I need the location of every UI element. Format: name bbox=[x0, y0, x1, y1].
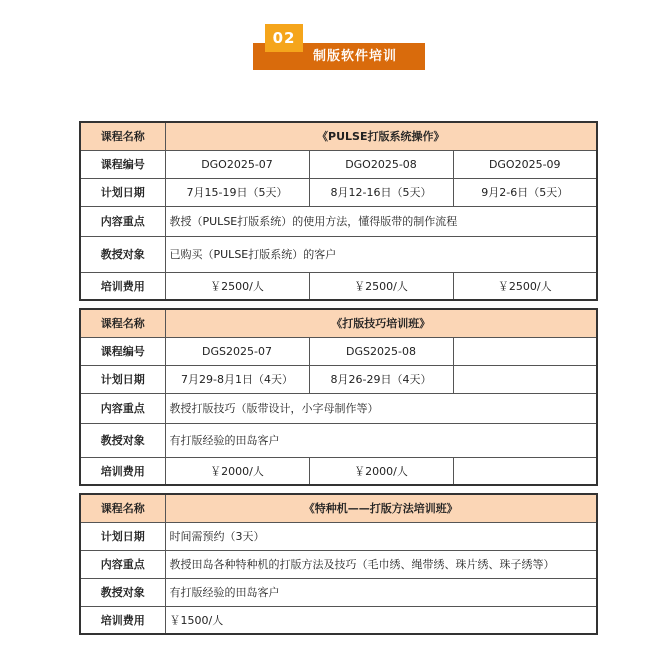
plan-date bbox=[453, 365, 597, 393]
course-code: DGO2025-07 bbox=[165, 150, 309, 178]
course-content: 教授打版技巧（版带设计，小字母制作等） bbox=[165, 393, 597, 423]
label-content: 内容重点 bbox=[80, 550, 165, 578]
course-code-row bbox=[80, 150, 597, 178]
course-code: DGO2025-08 bbox=[309, 150, 453, 178]
label-fee: 培训费用 bbox=[80, 272, 165, 300]
course-fee: ￥2000/人 bbox=[309, 457, 453, 485]
course-content-row bbox=[80, 550, 597, 578]
plan-date: 时间需预约（3天） bbox=[165, 522, 597, 550]
course-content: 教授田岛各种特种机的打版方法及技巧（毛巾绣、绳带绣、珠片绣、珠子绣等） bbox=[165, 550, 597, 578]
plan-date: 9月2-6日（5天） bbox=[453, 178, 597, 206]
course-table-special-machine bbox=[79, 493, 598, 635]
course-table-technique bbox=[79, 308, 598, 486]
section-number: 02 bbox=[265, 24, 303, 52]
course-date-row bbox=[80, 365, 597, 393]
label-course-code: 课程编号 bbox=[80, 337, 165, 365]
course-date-row bbox=[80, 522, 597, 550]
label-audience: 教授对象 bbox=[80, 236, 165, 272]
course-audience: 有打版经验的田岛客户 bbox=[165, 423, 597, 457]
course-audience-row bbox=[80, 423, 597, 457]
course-code: DGS2025-07 bbox=[165, 337, 309, 365]
label-plan-date: 计划日期 bbox=[80, 365, 165, 393]
course-content: 教授（PULSE打版系统）的使用方法，懂得版带的制作流程 bbox=[165, 206, 597, 236]
label-course-name: 课程名称 bbox=[80, 122, 165, 150]
course-name: 《打版技巧培训班》 bbox=[165, 309, 597, 337]
course-code: DGO2025-09 bbox=[453, 150, 597, 178]
label-course-name: 课程名称 bbox=[80, 494, 165, 522]
section-title: 制版软件培训 bbox=[313, 49, 398, 64]
plan-date: 7月29-8月1日（4天） bbox=[165, 365, 309, 393]
course-audience: 已购买（PULSE打版系统）的客户 bbox=[165, 236, 597, 272]
course-audience-row bbox=[80, 236, 597, 272]
label-content: 内容重点 bbox=[80, 393, 165, 423]
course-fee-row bbox=[80, 606, 597, 634]
course-fee: ￥1500/人 bbox=[165, 606, 597, 634]
course-code bbox=[453, 337, 597, 365]
label-course-name: 课程名称 bbox=[80, 309, 165, 337]
course-fee: ￥2000/人 bbox=[165, 457, 309, 485]
label-plan-date: 计划日期 bbox=[80, 178, 165, 206]
course-fee bbox=[453, 457, 597, 485]
plan-date: 7月15-19日（5天） bbox=[165, 178, 309, 206]
label-plan-date: 计划日期 bbox=[80, 522, 165, 550]
course-fee: ￥2500/人 bbox=[165, 272, 309, 300]
section-header bbox=[253, 22, 425, 70]
course-fee-row bbox=[80, 272, 597, 300]
course-name: 《特种机——打版方法培训班》 bbox=[165, 494, 597, 522]
course-fee-row bbox=[80, 457, 597, 485]
course-name-row bbox=[80, 494, 597, 522]
label-fee: 培训费用 bbox=[80, 457, 165, 485]
label-content: 内容重点 bbox=[80, 206, 165, 236]
course-name-row bbox=[80, 309, 597, 337]
course-name: 《PULSE打版系统操作》 bbox=[165, 122, 597, 150]
course-audience: 有打版经验的田岛客户 bbox=[165, 578, 597, 606]
plan-date: 8月26-29日（4天） bbox=[309, 365, 453, 393]
course-name-row bbox=[80, 122, 597, 150]
course-code: DGS2025-08 bbox=[309, 337, 453, 365]
course-content-row bbox=[80, 393, 597, 423]
label-course-code: 课程编号 bbox=[80, 150, 165, 178]
course-date-row bbox=[80, 178, 597, 206]
course-table-pulse bbox=[79, 121, 598, 301]
label-audience: 教授对象 bbox=[80, 578, 165, 606]
course-audience-row bbox=[80, 578, 597, 606]
label-audience: 教授对象 bbox=[80, 423, 165, 457]
course-fee: ￥2500/人 bbox=[309, 272, 453, 300]
label-fee: 培训费用 bbox=[80, 606, 165, 634]
course-content-row bbox=[80, 206, 597, 236]
course-fee: ￥2500/人 bbox=[453, 272, 597, 300]
plan-date: 8月12-16日（5天） bbox=[309, 178, 453, 206]
course-code-row bbox=[80, 337, 597, 365]
